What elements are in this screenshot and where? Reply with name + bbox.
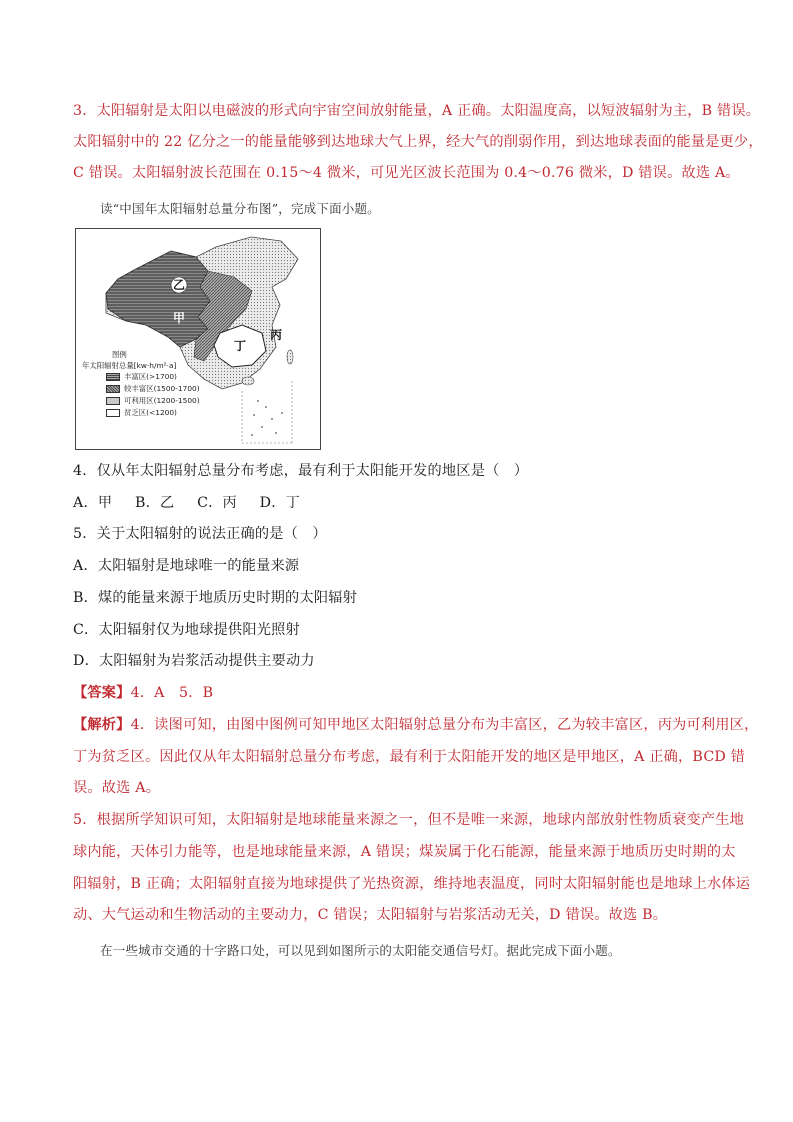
south-sea-islands [251, 400, 283, 436]
legend-item-fairly-rich: 较丰富区(1500-1700) [106, 383, 200, 395]
analysis4-line1: 【解析】4．读图可知，由图中图例可知甲地区太阳辐射总量分布为丰富区，乙为较丰富区，丙为可利用区， [73, 717, 759, 733]
q4-options [73, 488, 723, 519]
analysis5-line2: 球内能，天体引力能等，也是地球能量来源，A 错误；煤炭属于化石能源，能量来源于地质历史时期的太 [73, 844, 736, 860]
legend-item-rich: 丰富区(>1700) [106, 371, 200, 383]
analysis5-line3: 阳辐射，B 正确；太阳辐射直接为地球提供了光热资源，维持地表温度，同时太阳辐射能也是地球上水体运 [73, 876, 751, 892]
map-intro: 读“中国年太阳辐射总量分布图”，完成下面小题。 [100, 201, 380, 216]
traffic-light-intro: 在一些城市交通的十字路口处，可以见到如图所示的太阳能交通信号灯。据此完成下面小题。 [100, 943, 621, 958]
hainan-island [242, 377, 254, 385]
q5-option-a[interactable]: A．太阳辐射是地球唯一的能量来源 [73, 558, 300, 574]
explain3-line3: C 错误。太阳辐射波长范围在 0.15～4 微米，可见光区波长范围为 0.4～0.76 微米，D 错误。故选 A。 [73, 165, 740, 181]
q4-stem: 4．仅从年太阳辐射总量分布考虑，最有利于太阳能开发的地区是（ ） [73, 463, 529, 479]
analysis5-line1: 5．根据所学知识可知，太阳辐射是地球能量来源之一，但不是唯一来源，地球内部放射性物质衰变产生地 [73, 812, 745, 828]
south-sea-frame [242, 379, 292, 443]
q4-option-a[interactable]: A．甲 [73, 495, 113, 511]
legend-swatch-fairly-rich [106, 385, 120, 393]
answer-text: 4．A 5．B [130, 685, 214, 701]
analysis5-line4: 动、大气运动和生物活动的主要动力，C 错误；太阳辐射与岩浆活动无关，D 错误。故选 B。 [73, 907, 668, 923]
region-label-jia: 甲 [173, 311, 186, 325]
q5-stem: 5．关于太阳辐射的说法正确的是（ ） [73, 526, 327, 542]
china-solar-radiation-map [75, 228, 321, 450]
answer-tag: 【答案】 [73, 685, 131, 701]
region-rich [106, 251, 210, 347]
analysis4-line3: 误。故选 A。 [73, 780, 161, 796]
legend-subtitle: 年太阳辐射总量[kw·h/m²·a] [82, 361, 177, 370]
region-label-ding: 丁 [234, 339, 247, 353]
analysis4-line2: 丁为贫乏区。因此仅从年太阳辐射总量分布考虑，最有利于太阳能开发的地区是甲地区，A 正确，BCD 错 [73, 749, 746, 765]
analysis-tag: 【解析】 [73, 717, 131, 733]
q5-option-c[interactable]: C．太阳辐射仅为地球提供阳光照射 [73, 622, 300, 638]
legend-swatch-poor [106, 409, 120, 417]
region-label-bing: 丙 [270, 328, 283, 342]
legend-swatch-rich [106, 373, 120, 381]
legend-title: 图例 [112, 350, 127, 359]
legend-swatch-usable [106, 397, 120, 405]
legend-item-usable: 可利用区(1200-1500) [106, 395, 200, 407]
legend-item-poor: 贫乏区(<1200) [106, 407, 200, 419]
map-legend [82, 349, 200, 419]
taiwan-island [287, 350, 293, 364]
q4-option-b[interactable]: B．乙 [134, 495, 175, 511]
explain3-line2: 太阳辐射中的 22 亿分之一的能量能够到达地球大气上界，经大气的削弱作用，到达地球表面的能量是更少， [73, 134, 763, 150]
q5-option-d[interactable]: D．太阳辐射为岩浆活动提供主要动力 [73, 653, 315, 669]
q4-option-d[interactable]: D．丁 [259, 495, 300, 511]
answer-line [73, 678, 723, 709]
explain3-line1: 3．太阳辐射是太阳以电磁波的形式向宇宙空间放射能量，A 正确。太阳温度高，以短波辐射为主，B 错误。 [73, 103, 761, 119]
q5-option-b[interactable]: B．煤的能量来源于地质历史时期的太阳辐射 [73, 590, 357, 606]
region-label-yi: 乙 [173, 278, 186, 292]
q4-option-c[interactable]: C．丙 [197, 495, 237, 511]
